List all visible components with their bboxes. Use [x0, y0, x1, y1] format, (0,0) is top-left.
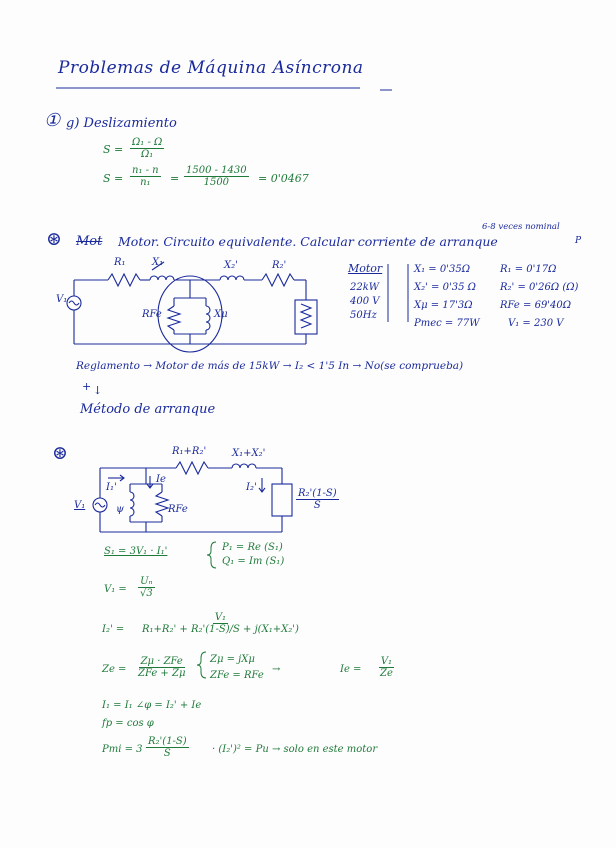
circuit2-r12-label: R₁+R₂': [172, 446, 207, 457]
reglamento-line: Reglamento → Motor de más de 15kW → I₂ < 1'5 In → No(se comprueba): [76, 360, 464, 372]
slip-formula-2-equals: =: [170, 172, 180, 185]
circuit2-x12-label: X₁+X₂': [232, 448, 266, 459]
eq-rotor-current-lhs: I₂' =: [102, 624, 125, 635]
eq-rotor-current-den: R₁+R₂' + R₂'(1-S)/S + j(X₁+X₂'): [142, 624, 299, 635]
circuit1-x1-label: X₁: [152, 257, 164, 268]
eq-mech-power-num: R₂'(1-S): [148, 736, 187, 747]
eq-ie-lhs: Ie =: [340, 664, 362, 675]
reglamento-arrow: ↓: [93, 384, 103, 397]
motor-label: Motor: [348, 262, 383, 275]
section-2-number: ⊛: [46, 228, 62, 250]
eq-phase-voltage-num: Uₙ: [140, 576, 153, 587]
eq-mech-power-den: S: [163, 748, 171, 759]
circuit1-x2-label: X₂': [224, 260, 238, 271]
circuit1-v1-label: V₁: [56, 294, 68, 305]
eq-mech-power-rhs: · (I₂')² = Pu → solo en este motor: [212, 744, 378, 755]
slip-formula-2-result: = 0'0467: [258, 172, 309, 185]
param-x2: X₂' = 0'35 Ω: [414, 282, 476, 293]
circuit2-i1-label: I₁': [106, 482, 117, 493]
param-xmu: Xμ = 17'3Ω: [414, 300, 473, 311]
page-title: Problemas de Máquina Asíncrona: [58, 58, 364, 78]
eq-magnetizing-impedance-den: ZFe + Zμ: [138, 668, 186, 679]
eq-ie-num: V₁: [380, 656, 393, 667]
motor-voltage: 400 V: [350, 296, 380, 307]
param-rfe: RFe = 69'40Ω: [500, 300, 572, 311]
reglamento-plus: +: [82, 380, 92, 393]
slip-formula-2-den: n₁: [140, 177, 151, 188]
eq-phase-voltage-lhs: V₁ =: [104, 584, 127, 595]
eq-phase-voltage-den: √3: [140, 588, 153, 599]
section-1-heading: g) Deslizamiento: [66, 116, 177, 131]
slip-formula-2-den2: 1500: [203, 177, 230, 188]
circuit2-ie-label: Ie: [156, 474, 166, 485]
section-2-struck: Mot: [76, 234, 103, 249]
eq-magnetizing-impedance-num: Zμ · ZFe: [140, 656, 183, 667]
eq-ie-den: Ze: [380, 668, 393, 679]
slip-formula-2-num: n₁ - n: [132, 165, 159, 176]
param-r2: R₂' = 0'26Ω (Ω): [500, 282, 579, 293]
eq-magnetizing-impedance-lhs: Ze =: [102, 664, 127, 675]
eq-reactive-power: Q₁ = Im (S₁): [222, 556, 285, 567]
note-nominal: 6-8 veces nominal: [482, 222, 560, 232]
slip-formula-2-lhs: S =: [103, 172, 124, 185]
param-r1: R₁ = 0'17Ω: [500, 264, 557, 275]
eq-ie-fraction: [378, 656, 395, 679]
eq-apparent-power: S₁ = 3V₁ · I₁': [104, 546, 168, 557]
circuit2-rfe-label: RFe: [168, 504, 188, 515]
motor-power: 22kW: [350, 282, 380, 293]
circuit2-psi-label: ψ: [116, 504, 124, 515]
eq-mech-power-fraction: [146, 736, 189, 759]
section-3-number: ⊛: [52, 442, 68, 464]
circuit1-rfe-label: RFe: [142, 309, 162, 320]
slip-formula-1-lhs: S =: [103, 143, 124, 156]
eq-power-factor: fp = cos φ: [102, 718, 154, 729]
eq-zfe: ZFe = RFe: [210, 670, 264, 681]
section-1-number: ①: [44, 110, 61, 131]
circuit2-load-den: S: [313, 500, 321, 511]
param-v1: V₁ = 230 V: [508, 318, 564, 329]
eq-active-power: P₁ = Re (S₁): [222, 542, 283, 553]
eq-ie-arrow: →: [272, 664, 281, 675]
param-pmec: Pmec = 77W: [414, 318, 480, 329]
eq-rotor-current-num: V₁: [214, 612, 227, 623]
motor-frequency: 50Hz: [350, 310, 377, 321]
eq-mech-power-lhs: Pmi = 3: [102, 744, 143, 755]
circuit1-r1-label: R₁: [114, 257, 126, 268]
metodo-arranque: Método de arranque: [80, 402, 216, 417]
section-2-heading: Motor. Circuito equivalente. Calcular corriente de arranque: [118, 234, 498, 249]
slip-formula-1-num: Ω₁ - Ω: [132, 137, 163, 148]
circuit2-load-num: R₂'(1-S): [298, 488, 337, 499]
param-x1: X₁ = 0'35Ω: [414, 264, 470, 275]
eq-zmu: Zμ = jXμ: [210, 654, 255, 665]
circuit1-r2-label: R₂': [272, 260, 287, 271]
circuit1-xmu-label: Xμ: [214, 309, 228, 320]
eq-stator-current: I₁ = I₁ ∠φ = I₂' + Ie: [102, 700, 202, 711]
circuit2-v1-label: V₁: [74, 500, 86, 511]
slip-formula-1-den: Ω₁: [141, 149, 154, 160]
note-mark: P: [575, 236, 582, 246]
slip-formula-2-num2: 1500 - 1430: [186, 165, 247, 176]
circuit2-i2-label: I₂': [246, 482, 257, 493]
